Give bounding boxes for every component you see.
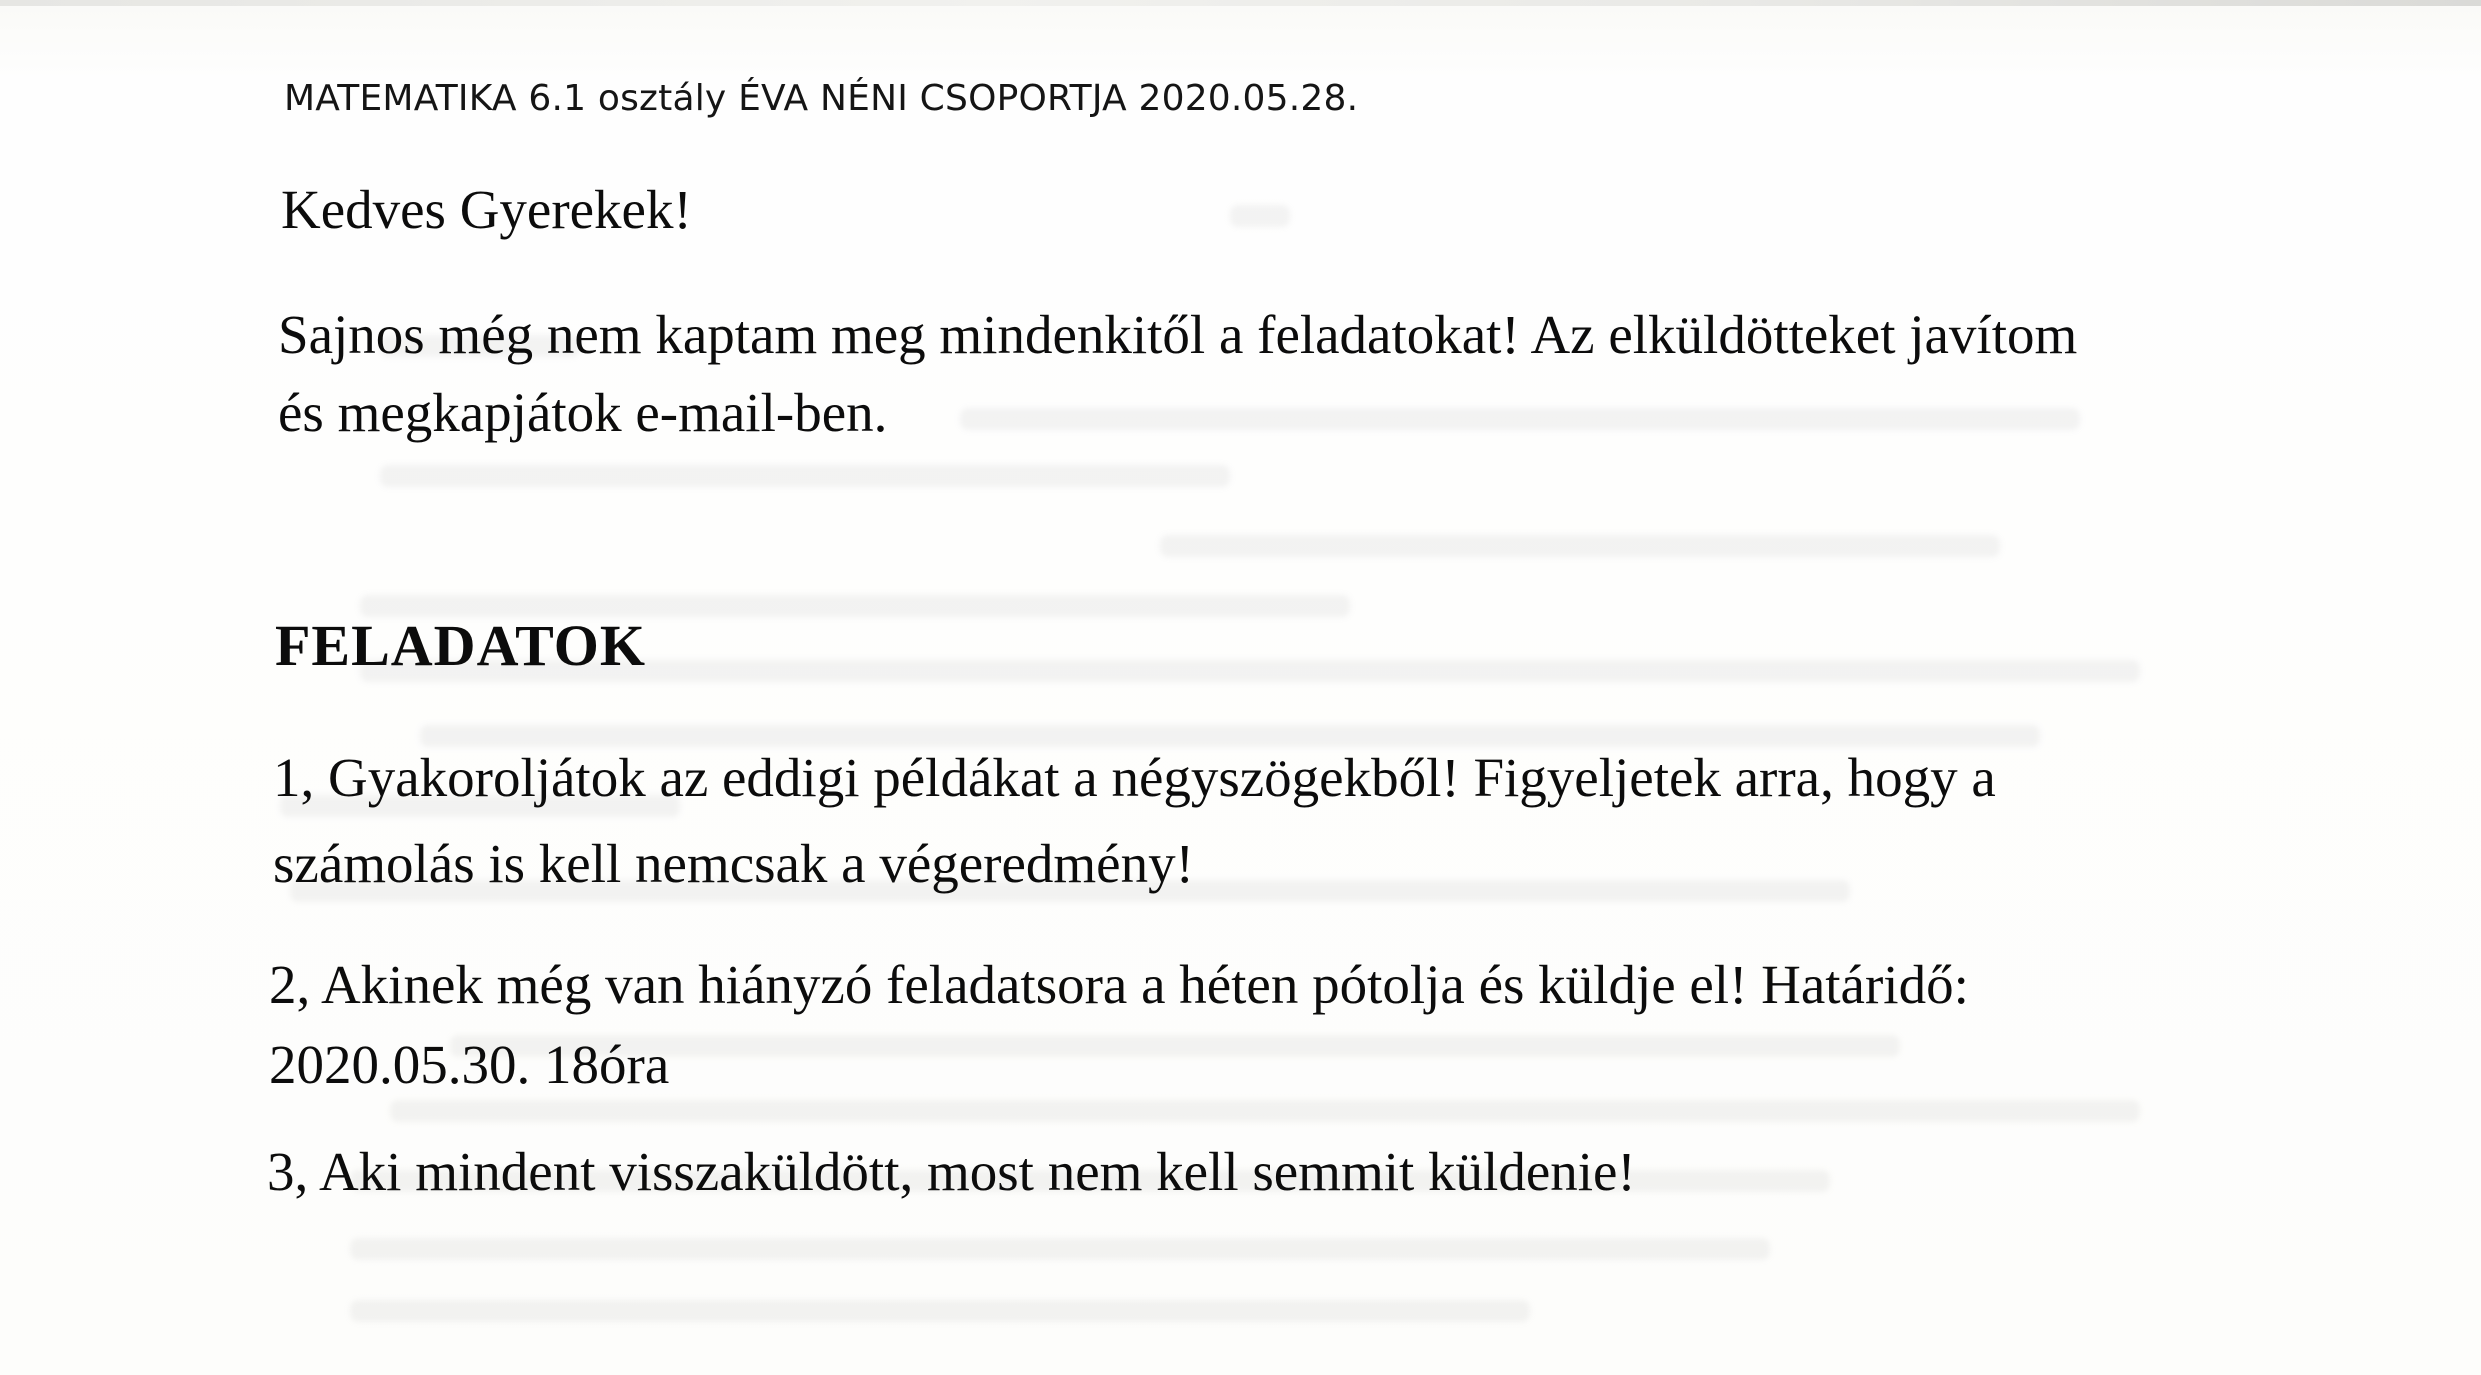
task-item-3 bbox=[267, 1140, 1636, 1203]
task-1-line-2: számolás is kell nemcsak a végeredmény! bbox=[273, 833, 1194, 894]
intro-line-2: és megkapjátok e-mail-ben. bbox=[278, 382, 888, 443]
task-item-1 bbox=[273, 735, 1996, 907]
task-item-2 bbox=[269, 945, 1969, 1105]
task-3-line-1: 3, Aki mindent visszaküldött, most nem kell semmit küldenie! bbox=[267, 1141, 1636, 1202]
greeting: Kedves Gyerekek! bbox=[281, 179, 692, 240]
task-1-line-1: 1, Gyakoroljátok az eddigi példákat a négyszögekből! Figyeljetek arra, hogy a bbox=[273, 747, 1996, 808]
task-2-line-1: 2, Akinek még van hiányzó feladatsora a héten pótolja és küldje el! Határidő: bbox=[269, 954, 1969, 1015]
intro-line-1: Sajnos még nem kaptam meg mindenkitől a feladatokat! Az elküldötteket javítom bbox=[278, 304, 2078, 365]
section-heading: FELADATOK bbox=[275, 613, 647, 678]
intro-paragraph bbox=[278, 296, 2077, 452]
scan-edge bbox=[0, 0, 2481, 6]
task-2-line-2: 2020.05.30. 18óra bbox=[269, 1034, 670, 1095]
document-header: MATEMATIKA 6.1 osztály ÉVA NÉNI CSOPORTJA 2020.05.28. bbox=[284, 78, 1359, 119]
